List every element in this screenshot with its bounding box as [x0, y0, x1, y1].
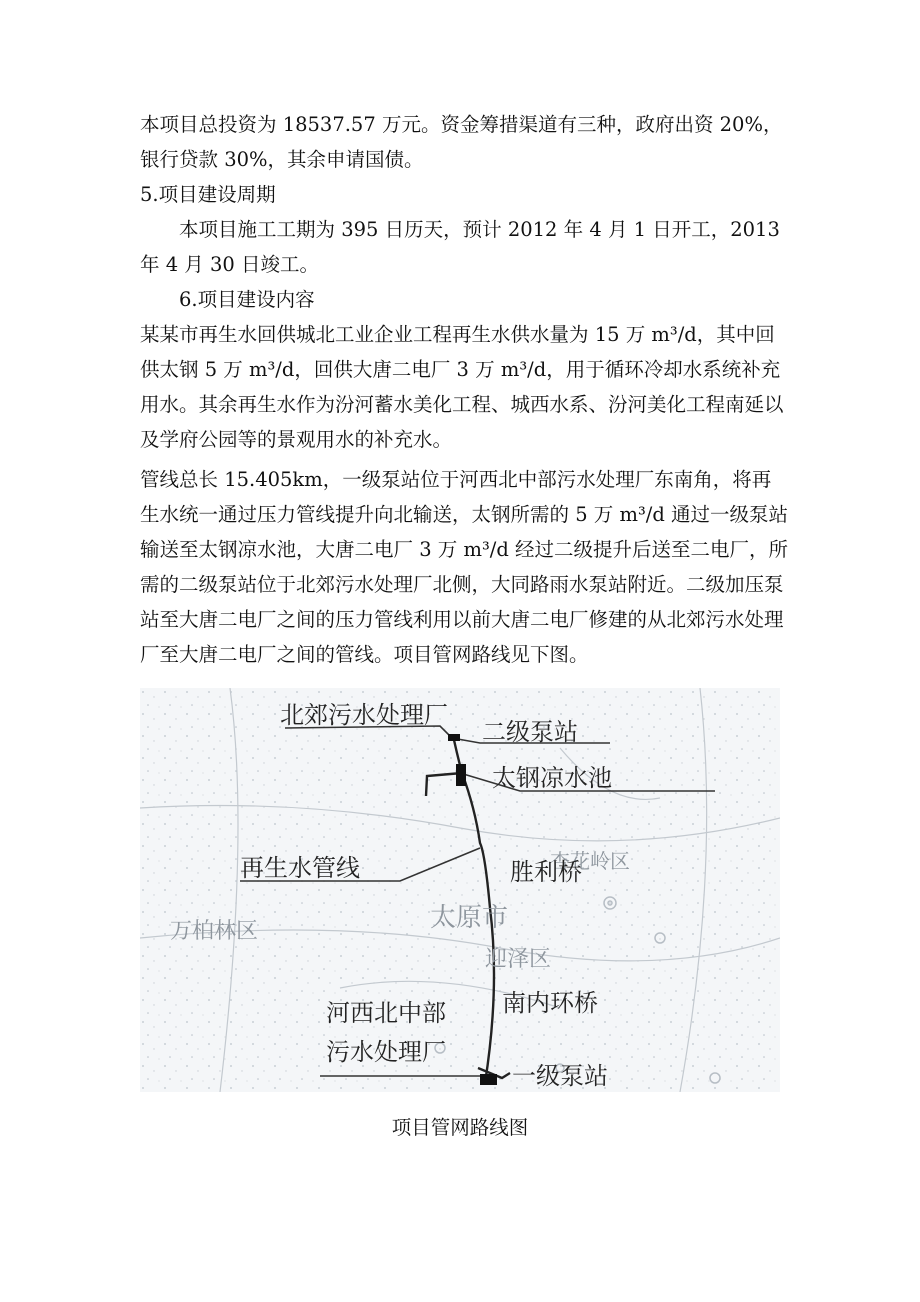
heading-project-period: 5.项目建设周期 — [140, 183, 276, 206]
label-xinghualing: 杏花岭区 — [550, 849, 630, 873]
label-shengli-bridge: 胜利桥 — [510, 858, 582, 886]
label-pipeline: 再生水管线 — [240, 854, 360, 882]
paragraph-content-1: 某某市再生水回供城北工业企业工程再生水供水量为 15 万 m³/d，其中回供太钢 5 万 m³/d，回供大唐二电厂 3 万 m³/d，用于循环冷却水系统补充用水。其余再生水作为汾河蓄水美化工程、城西水系、汾河美化工程南延以及学府公园等的景观用水的补充水。 — [140, 323, 784, 451]
label-taigang-pool: 太钢凉水池 — [492, 764, 612, 792]
label-nanneihuan-bridge: 南内环桥 — [502, 989, 598, 1017]
paragraph-investment: 本项目总投资为 18537.57 万元。资金筹措渠道有三种，政府出资 20%，银行贷款 30%，其余申请国债。 — [140, 113, 783, 171]
paragraph-period: 本项目施工工期为 395 日历天，预计 2012 年 4 月 1 日开工，2013 年 4 月 30 日竣工。 — [140, 218, 780, 276]
label-wanbailin: 万柏林区 — [170, 919, 259, 944]
paragraph-content-2: 管线总长 15.405km，一级泵站位于河西北中部污水处理厂东南角，将再生水统一通过压力管线提升向北输送，太钢所需的 5 万 m³/d 通过一级泵站输送至太钢凉水池，大唐二电厂 3 万 m³/d 经过二级提升后送至二电厂，所需的二级泵站位于北郊污水处理厂北侧，大同路雨水泵站附近。二级加压泵站至大唐二电厂之间的压力管线利用以前大唐二电厂修建的从北郊污水处理厂至大唐二电厂之间的管线。项目管网路线见下图。 — [140, 468, 789, 666]
label-second-pump: 二级泵站 — [482, 718, 578, 746]
map-caption: 项目管网路线图 — [391, 1116, 529, 1139]
label-taiyuan: 太原市 — [430, 903, 509, 933]
label-yingze: 迎泽区 — [485, 947, 552, 972]
label-first-pump: 一级泵站 — [512, 1062, 608, 1090]
label-hexi-plant-line1: 河西北中部 — [326, 999, 446, 1027]
label-north-plant: 北郊污水处理厂 — [280, 701, 448, 729]
heading-project-content: 6.项目建设内容 — [179, 288, 315, 311]
label-hexi-plant-line2: 污水处理厂 — [326, 1038, 446, 1066]
pipeline-route-map — [140, 688, 780, 1092]
second-pump-marker — [448, 734, 460, 741]
first-pump-marker — [480, 1074, 497, 1085]
taigang-pool-marker — [456, 764, 466, 786]
